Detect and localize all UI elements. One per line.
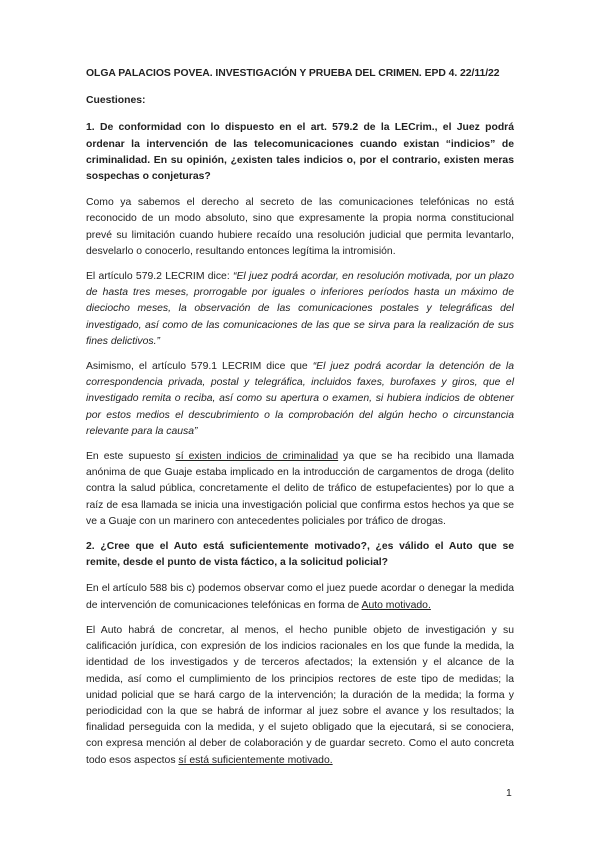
paragraph-4-underline: sí existen indicios de criminalidad (175, 451, 339, 463)
document-body (86, 66, 514, 778)
paragraph-6 (86, 623, 514, 769)
paragraph-5-underline: Auto motivado. (361, 599, 431, 611)
paragraph-3 (86, 359, 514, 440)
question-1: 1. De conformidad con lo dispuesto en el art. 579.2 de la LECrim., el Juez podrá ordenar la intervención de las telecomunicaciones cuando existan “indicios” de criminalidad. En su opinión, ¿existen tales indicios o, por el contrario, existen meras sospechas o conjeturas? (86, 122, 514, 183)
paragraph-4-pre: En este supuesto (86, 451, 176, 463)
paragraph-3-intro: Asimismo, el artículo 579.1 LECRIM dice que (86, 361, 313, 373)
paragraph-4-post: ya que se ha recibido una llamada anónima de que Guaje estaba implicado en la introducción de cargamentos de droga (delito contra la salud pública, concretamente el delito de tráfico de estupefacientes) por lo que a raíz de esa llamada se inicia una investigación policial que confirma estos hechos ya que se ve a Guaje con un marinero con antecedentes policiales por tráfico de drogas. (86, 451, 515, 527)
paragraph-1: Como ya sabemos el derecho al secreto de las comunicaciones telefónicas no está reconocido de un modo absoluto, sino que expresamente la propia norma constitucional prevé su limitación cuando hubiere recaído una resolución judicial que permita levantarlo, desvelarlo o conocerlo, resultando entonces legítima la intromisión. (86, 197, 514, 257)
paragraph-2-intro: El artículo 579.2 LECRIM dice: (86, 271, 234, 283)
question-2: 2. ¿Cree que el Auto está suficientemente motivado?, ¿es válido el Auto que se remite, desde el punto de vista fáctico, a la solicitud policial? (86, 541, 514, 569)
paragraph-6-underline: sí está suficientemente motivado. (178, 754, 333, 766)
paragraph-6-pre: El Auto habrá de concretar, al menos, el hecho punible objeto de investigación y su calificación jurídica, con expresión de los indicios racionales en los que funde la medida, la identidad de los investigados y de terceros afectados; la extensión y el alcance de la medida, así como el cumplimiento de los principios rectores de este tipo de medidas; la unidad policial que se hará cargo de la intervención; la duración de la medida; la forma y periodicidad con la que se habrá de informar al juez sobre el avance y los resultados; la finalidad perseguida con la medida, y el sujeto obligado que la ejecutará, si se conociera, con expresa mención al deber de colaboración y de guardar secreto. Como el auto concreta todo esos aspectos (86, 624, 514, 766)
section-heading: Cuestiones: (86, 95, 146, 107)
paragraph-2 (86, 269, 514, 350)
document-title: OLGA PALACIOS POVEA. INVESTIGACIÓN Y PRUEBA DEL CRIMEN. EPD 4. 22/11/22 (86, 68, 500, 79)
paragraph-5 (86, 581, 514, 613)
page-number: 1 (506, 788, 512, 799)
paragraph-5-pre: En el artículo 588 bis c) podemos observar como el juez puede acordar o denegar la medida de intervención de comunicaciones telefónicas en forma de (86, 583, 514, 611)
paragraph-4 (86, 449, 514, 530)
paragraph-2-quote: “El juez podrá acordar, en resolución motivada, por un plazo de hasta tres meses, prorrogable por iguales o inferiores períodos hasta un máximo de dieciocho meses, la observación de las comunicaciones postales y telegráficas del investigado, así como de las comunicaciones de las que se sirva para la realización de sus fines delictivos.” (86, 271, 514, 347)
paragraph-3-quote: “El juez podrá acordar la detención de la correspondencia privada, postal y telegráfica, incluidos faxes, burofaxes y giros, que el investigado remita o reciba, así como su apertura o examen, si hubiera indicios de obtener por estos medios el descubrimiento o la comprobación del algún hecho o circunstancia relevante para la causa” (86, 361, 514, 437)
